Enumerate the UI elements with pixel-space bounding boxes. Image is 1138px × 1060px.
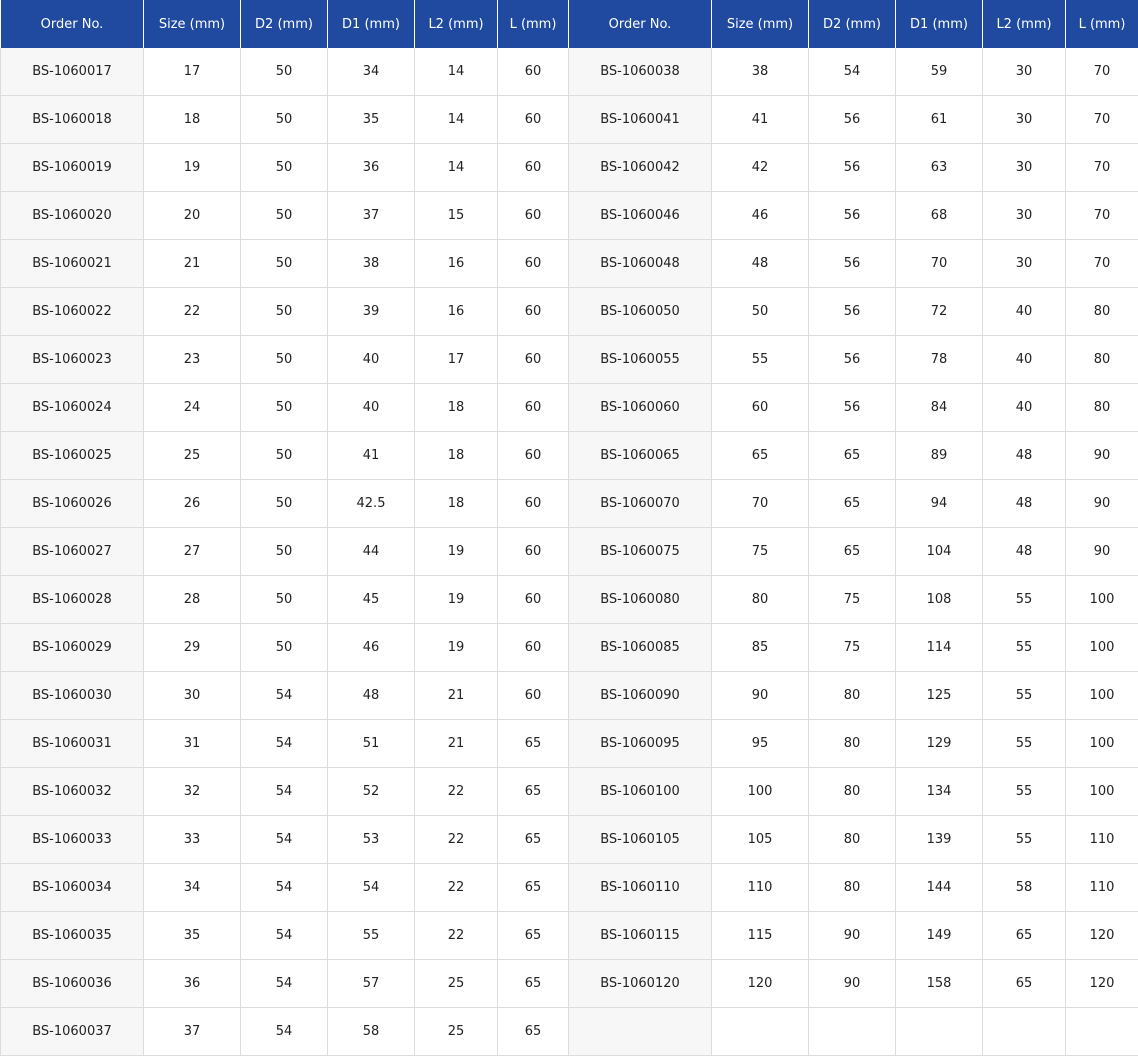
right-cell-d1: 114: [896, 624, 983, 672]
left-cell-d2: 50: [241, 432, 328, 480]
table-row: [1, 288, 1138, 336]
left-cell-order-no: BS-1060028: [1, 576, 144, 624]
left-cell-l2: 18: [415, 432, 498, 480]
right-cell-d2: 56: [809, 144, 896, 192]
left-cell-order-no: BS-1060027: [1, 528, 144, 576]
right-cell-size: 105: [712, 816, 809, 864]
left-cell-order-no: BS-1060021: [1, 240, 144, 288]
right-cell-d1: 149: [896, 912, 983, 960]
right-cell-d2: 80: [809, 768, 896, 816]
table-row: [1, 768, 1138, 816]
right-cell-d1: 59: [896, 48, 983, 96]
left-cell-size: 32: [144, 768, 241, 816]
left-cell-d1: 38: [328, 240, 415, 288]
right-cell-d1: 72: [896, 288, 983, 336]
left-cell-l: 65: [498, 720, 569, 768]
right-cell-d1: 70: [896, 240, 983, 288]
table-row: [1, 912, 1138, 960]
left-cell-d1: 52: [328, 768, 415, 816]
right-cell-order-no: BS-1060085: [569, 624, 712, 672]
left-cell-l: 65: [498, 816, 569, 864]
left-cell-d2: 50: [241, 48, 328, 96]
right-cell-l: 70: [1066, 240, 1138, 288]
header-size: Size (mm): [144, 0, 241, 48]
left-cell-order-no: BS-1060024: [1, 384, 144, 432]
left-cell-d1: 37: [328, 192, 415, 240]
left-cell-size: 20: [144, 192, 241, 240]
table-row: [1, 1008, 1138, 1056]
right-cell-size: 70: [712, 480, 809, 528]
header-l: L (mm): [498, 0, 569, 48]
right-cell-order-no: BS-1060105: [569, 816, 712, 864]
right-cell-size: 80: [712, 576, 809, 624]
left-cell-l2: 14: [415, 48, 498, 96]
right-cell-d1: 94: [896, 480, 983, 528]
left-cell-d1: 58: [328, 1008, 415, 1056]
left-cell-d1: 42.5: [328, 480, 415, 528]
right-cell-order-no: BS-1060090: [569, 672, 712, 720]
right-cell-l: 120: [1066, 912, 1138, 960]
right-cell-d2: 90: [809, 912, 896, 960]
right-cell-order-no: BS-1060110: [569, 864, 712, 912]
left-cell-order-no: BS-1060020: [1, 192, 144, 240]
right-cell-l: 90: [1066, 432, 1138, 480]
right-cell-d2: 56: [809, 384, 896, 432]
header-l2: L2 (mm): [415, 0, 498, 48]
right-cell-size: 46: [712, 192, 809, 240]
right-cell-d1: 68: [896, 192, 983, 240]
left-cell-size: 29: [144, 624, 241, 672]
left-cell-order-no: BS-1060032: [1, 768, 144, 816]
left-cell-l: 65: [498, 1008, 569, 1056]
right-cell-order-no: BS-1060075: [569, 528, 712, 576]
right-cell-size: 38: [712, 48, 809, 96]
header-order-no: Order No.: [569, 0, 712, 48]
left-cell-order-no: BS-1060034: [1, 864, 144, 912]
right-empty-cell: [896, 1008, 983, 1056]
header-d2: D2 (mm): [809, 0, 896, 48]
right-cell-l: 80: [1066, 336, 1138, 384]
right-cell-d2: 75: [809, 576, 896, 624]
left-cell-size: 27: [144, 528, 241, 576]
left-cell-order-no: BS-1060026: [1, 480, 144, 528]
left-cell-d1: 44: [328, 528, 415, 576]
right-cell-l2: 30: [983, 192, 1066, 240]
left-cell-size: 26: [144, 480, 241, 528]
left-cell-d2: 50: [241, 288, 328, 336]
right-cell-d2: 65: [809, 480, 896, 528]
right-cell-size: 55: [712, 336, 809, 384]
right-cell-size: 75: [712, 528, 809, 576]
left-cell-l: 60: [498, 384, 569, 432]
table-row: [1, 432, 1138, 480]
right-cell-d1: 108: [896, 576, 983, 624]
left-cell-size: 18: [144, 96, 241, 144]
left-cell-d1: 34: [328, 48, 415, 96]
left-cell-size: 21: [144, 240, 241, 288]
left-cell-d1: 53: [328, 816, 415, 864]
table-row: [1, 192, 1138, 240]
left-cell-l: 65: [498, 768, 569, 816]
left-cell-size: 28: [144, 576, 241, 624]
header-d2: D2 (mm): [241, 0, 328, 48]
left-cell-size: 30: [144, 672, 241, 720]
left-cell-order-no: BS-1060031: [1, 720, 144, 768]
left-cell-order-no: BS-1060025: [1, 432, 144, 480]
header-l2: L2 (mm): [983, 0, 1066, 48]
right-cell-d1: 104: [896, 528, 983, 576]
header-d1: D1 (mm): [896, 0, 983, 48]
left-cell-size: 19: [144, 144, 241, 192]
left-cell-size: 22: [144, 288, 241, 336]
left-cell-size: 23: [144, 336, 241, 384]
right-cell-d2: 90: [809, 960, 896, 1008]
left-cell-l: 60: [498, 336, 569, 384]
left-cell-d1: 40: [328, 384, 415, 432]
left-cell-d2: 54: [241, 720, 328, 768]
left-cell-l2: 22: [415, 864, 498, 912]
right-cell-l2: 30: [983, 144, 1066, 192]
right-cell-d1: 61: [896, 96, 983, 144]
right-cell-l2: 55: [983, 768, 1066, 816]
left-cell-l2: 22: [415, 768, 498, 816]
right-cell-d2: 80: [809, 672, 896, 720]
right-cell-l2: 48: [983, 528, 1066, 576]
right-cell-size: 110: [712, 864, 809, 912]
right-cell-order-no: BS-1060070: [569, 480, 712, 528]
right-cell-size: 85: [712, 624, 809, 672]
right-cell-l: 100: [1066, 720, 1138, 768]
table-row: [1, 96, 1138, 144]
right-cell-d1: 139: [896, 816, 983, 864]
right-cell-size: 65: [712, 432, 809, 480]
right-cell-l2: 40: [983, 288, 1066, 336]
left-cell-l2: 14: [415, 144, 498, 192]
right-cell-l: 80: [1066, 288, 1138, 336]
right-cell-l2: 40: [983, 336, 1066, 384]
table-row: [1, 144, 1138, 192]
left-cell-order-no: BS-1060019: [1, 144, 144, 192]
right-cell-l2: 30: [983, 48, 1066, 96]
table-row: [1, 816, 1138, 864]
left-cell-d2: 54: [241, 960, 328, 1008]
left-cell-l2: 16: [415, 288, 498, 336]
left-cell-l: 60: [498, 144, 569, 192]
right-cell-l2: 55: [983, 672, 1066, 720]
spec-table-body: [1, 48, 1138, 1056]
right-cell-l: 110: [1066, 816, 1138, 864]
left-cell-l2: 21: [415, 672, 498, 720]
header-d1: D1 (mm): [328, 0, 415, 48]
left-cell-l2: 15: [415, 192, 498, 240]
left-cell-d1: 57: [328, 960, 415, 1008]
left-cell-l2: 18: [415, 480, 498, 528]
left-cell-d1: 46: [328, 624, 415, 672]
left-cell-order-no: BS-1060017: [1, 48, 144, 96]
table-row: [1, 864, 1138, 912]
table-row: [1, 720, 1138, 768]
right-cell-size: 115: [712, 912, 809, 960]
right-cell-order-no: BS-1060065: [569, 432, 712, 480]
right-empty-cell: [809, 1008, 896, 1056]
left-cell-d2: 54: [241, 912, 328, 960]
left-cell-d1: 45: [328, 576, 415, 624]
left-cell-order-no: BS-1060022: [1, 288, 144, 336]
left-cell-d2: 54: [241, 816, 328, 864]
left-cell-l2: 19: [415, 576, 498, 624]
right-cell-d2: 54: [809, 48, 896, 96]
right-cell-order-no: BS-1060095: [569, 720, 712, 768]
table-row: [1, 240, 1138, 288]
left-cell-d2: 50: [241, 192, 328, 240]
right-cell-d1: 63: [896, 144, 983, 192]
right-cell-l: 110: [1066, 864, 1138, 912]
table-row: [1, 672, 1138, 720]
right-cell-l2: 55: [983, 576, 1066, 624]
right-cell-order-no: BS-1060041: [569, 96, 712, 144]
table-row: [1, 48, 1138, 96]
table-row: [1, 960, 1138, 1008]
right-cell-l: 70: [1066, 192, 1138, 240]
left-cell-order-no: BS-1060018: [1, 96, 144, 144]
left-cell-l: 60: [498, 288, 569, 336]
right-cell-d2: 56: [809, 336, 896, 384]
right-cell-l: 100: [1066, 672, 1138, 720]
left-cell-d2: 50: [241, 624, 328, 672]
left-cell-l: 60: [498, 528, 569, 576]
right-cell-d1: 89: [896, 432, 983, 480]
right-cell-d1: 125: [896, 672, 983, 720]
right-cell-size: 60: [712, 384, 809, 432]
left-cell-l: 60: [498, 432, 569, 480]
right-cell-size: 120: [712, 960, 809, 1008]
right-cell-d1: 158: [896, 960, 983, 1008]
right-empty-cell: [983, 1008, 1066, 1056]
right-cell-l2: 65: [983, 912, 1066, 960]
table-row: [1, 576, 1138, 624]
table-row: [1, 384, 1138, 432]
right-cell-d2: 65: [809, 528, 896, 576]
right-cell-d2: 56: [809, 192, 896, 240]
right-cell-d2: 80: [809, 816, 896, 864]
left-cell-size: 33: [144, 816, 241, 864]
right-cell-order-no: BS-1060048: [569, 240, 712, 288]
left-cell-size: 34: [144, 864, 241, 912]
right-cell-order-no: BS-1060060: [569, 384, 712, 432]
left-cell-d1: 40: [328, 336, 415, 384]
left-cell-l: 60: [498, 576, 569, 624]
left-cell-l2: 18: [415, 384, 498, 432]
right-empty-cell: [1066, 1008, 1138, 1056]
right-cell-l2: 48: [983, 480, 1066, 528]
left-cell-l2: 14: [415, 96, 498, 144]
header-row: [1, 0, 1138, 48]
right-cell-order-no: BS-1060055: [569, 336, 712, 384]
right-cell-order-no: BS-1060046: [569, 192, 712, 240]
right-cell-l: 100: [1066, 576, 1138, 624]
left-cell-l: 60: [498, 624, 569, 672]
right-cell-size: 90: [712, 672, 809, 720]
left-cell-size: 31: [144, 720, 241, 768]
left-cell-l2: 16: [415, 240, 498, 288]
right-cell-order-no: BS-1060038: [569, 48, 712, 96]
left-cell-l2: 22: [415, 912, 498, 960]
right-cell-size: 50: [712, 288, 809, 336]
right-cell-d1: 84: [896, 384, 983, 432]
left-cell-d2: 50: [241, 576, 328, 624]
left-cell-d1: 39: [328, 288, 415, 336]
right-cell-d2: 65: [809, 432, 896, 480]
right-cell-order-no: BS-1060100: [569, 768, 712, 816]
right-cell-l2: 65: [983, 960, 1066, 1008]
left-cell-order-no: BS-1060030: [1, 672, 144, 720]
left-cell-d2: 54: [241, 768, 328, 816]
left-cell-order-no: BS-1060023: [1, 336, 144, 384]
left-cell-size: 25: [144, 432, 241, 480]
left-cell-l: 60: [498, 192, 569, 240]
left-cell-d1: 36: [328, 144, 415, 192]
left-cell-d1: 51: [328, 720, 415, 768]
right-cell-d1: 129: [896, 720, 983, 768]
right-cell-l: 100: [1066, 768, 1138, 816]
left-cell-d2: 50: [241, 240, 328, 288]
right-cell-order-no: BS-1060042: [569, 144, 712, 192]
left-cell-size: 17: [144, 48, 241, 96]
left-cell-size: 35: [144, 912, 241, 960]
right-cell-l2: 30: [983, 96, 1066, 144]
right-cell-d1: 134: [896, 768, 983, 816]
right-cell-l: 80: [1066, 384, 1138, 432]
right-cell-l: 90: [1066, 528, 1138, 576]
left-cell-l2: 22: [415, 816, 498, 864]
left-cell-size: 36: [144, 960, 241, 1008]
right-cell-l2: 30: [983, 240, 1066, 288]
right-cell-order-no: BS-1060080: [569, 576, 712, 624]
left-cell-l: 60: [498, 480, 569, 528]
left-cell-d2: 54: [241, 672, 328, 720]
right-cell-l2: 55: [983, 816, 1066, 864]
right-cell-order-no: BS-1060120: [569, 960, 712, 1008]
left-cell-l: 65: [498, 912, 569, 960]
right-cell-d2: 56: [809, 240, 896, 288]
right-cell-order-no: BS-1060115: [569, 912, 712, 960]
left-cell-l2: 19: [415, 528, 498, 576]
right-cell-d1: 144: [896, 864, 983, 912]
left-cell-l2: 19: [415, 624, 498, 672]
left-cell-d1: 48: [328, 672, 415, 720]
right-empty-cell: [569, 1008, 712, 1056]
right-cell-size: 48: [712, 240, 809, 288]
table-row: [1, 480, 1138, 528]
right-cell-l2: 58: [983, 864, 1066, 912]
left-cell-d1: 55: [328, 912, 415, 960]
table-row: [1, 336, 1138, 384]
left-cell-d2: 54: [241, 1008, 328, 1056]
left-cell-d2: 50: [241, 96, 328, 144]
left-cell-l2: 21: [415, 720, 498, 768]
right-cell-l: 90: [1066, 480, 1138, 528]
right-cell-order-no: BS-1060050: [569, 288, 712, 336]
left-cell-l: 60: [498, 96, 569, 144]
right-cell-l2: 40: [983, 384, 1066, 432]
right-cell-size: 41: [712, 96, 809, 144]
left-cell-order-no: BS-1060037: [1, 1008, 144, 1056]
left-cell-order-no: BS-1060035: [1, 912, 144, 960]
left-cell-size: 37: [144, 1008, 241, 1056]
right-cell-l: 70: [1066, 96, 1138, 144]
right-cell-size: 42: [712, 144, 809, 192]
right-cell-l2: 55: [983, 624, 1066, 672]
left-cell-order-no: BS-1060033: [1, 816, 144, 864]
header-order-no: Order No.: [1, 0, 144, 48]
left-cell-l: 65: [498, 864, 569, 912]
right-cell-d2: 80: [809, 864, 896, 912]
right-cell-size: 100: [712, 768, 809, 816]
header-size: Size (mm): [712, 0, 809, 48]
right-cell-d2: 75: [809, 624, 896, 672]
right-cell-l: 120: [1066, 960, 1138, 1008]
left-cell-size: 24: [144, 384, 241, 432]
right-empty-cell: [712, 1008, 809, 1056]
right-cell-l: 70: [1066, 144, 1138, 192]
left-cell-l: 60: [498, 672, 569, 720]
right-cell-l: 70: [1066, 48, 1138, 96]
left-cell-l: 60: [498, 48, 569, 96]
header-l: L (mm): [1066, 0, 1138, 48]
right-cell-d1: 78: [896, 336, 983, 384]
left-cell-l2: 25: [415, 960, 498, 1008]
left-cell-l2: 25: [415, 1008, 498, 1056]
left-cell-d2: 50: [241, 480, 328, 528]
right-cell-l2: 55: [983, 720, 1066, 768]
table-row: [1, 528, 1138, 576]
right-cell-d2: 56: [809, 96, 896, 144]
left-cell-d2: 50: [241, 384, 328, 432]
right-cell-l2: 48: [983, 432, 1066, 480]
left-cell-order-no: BS-1060036: [1, 960, 144, 1008]
left-cell-d2: 50: [241, 528, 328, 576]
left-cell-d2: 50: [241, 144, 328, 192]
left-cell-d1: 41: [328, 432, 415, 480]
table-row: [1, 624, 1138, 672]
left-cell-d1: 35: [328, 96, 415, 144]
right-cell-d2: 56: [809, 288, 896, 336]
left-cell-d2: 50: [241, 336, 328, 384]
left-cell-d2: 54: [241, 864, 328, 912]
right-cell-d2: 80: [809, 720, 896, 768]
left-cell-d1: 54: [328, 864, 415, 912]
right-cell-size: 95: [712, 720, 809, 768]
left-cell-l: 60: [498, 240, 569, 288]
right-cell-l: 100: [1066, 624, 1138, 672]
left-cell-order-no: BS-1060029: [1, 624, 144, 672]
left-cell-l2: 17: [415, 336, 498, 384]
left-cell-l: 65: [498, 960, 569, 1008]
